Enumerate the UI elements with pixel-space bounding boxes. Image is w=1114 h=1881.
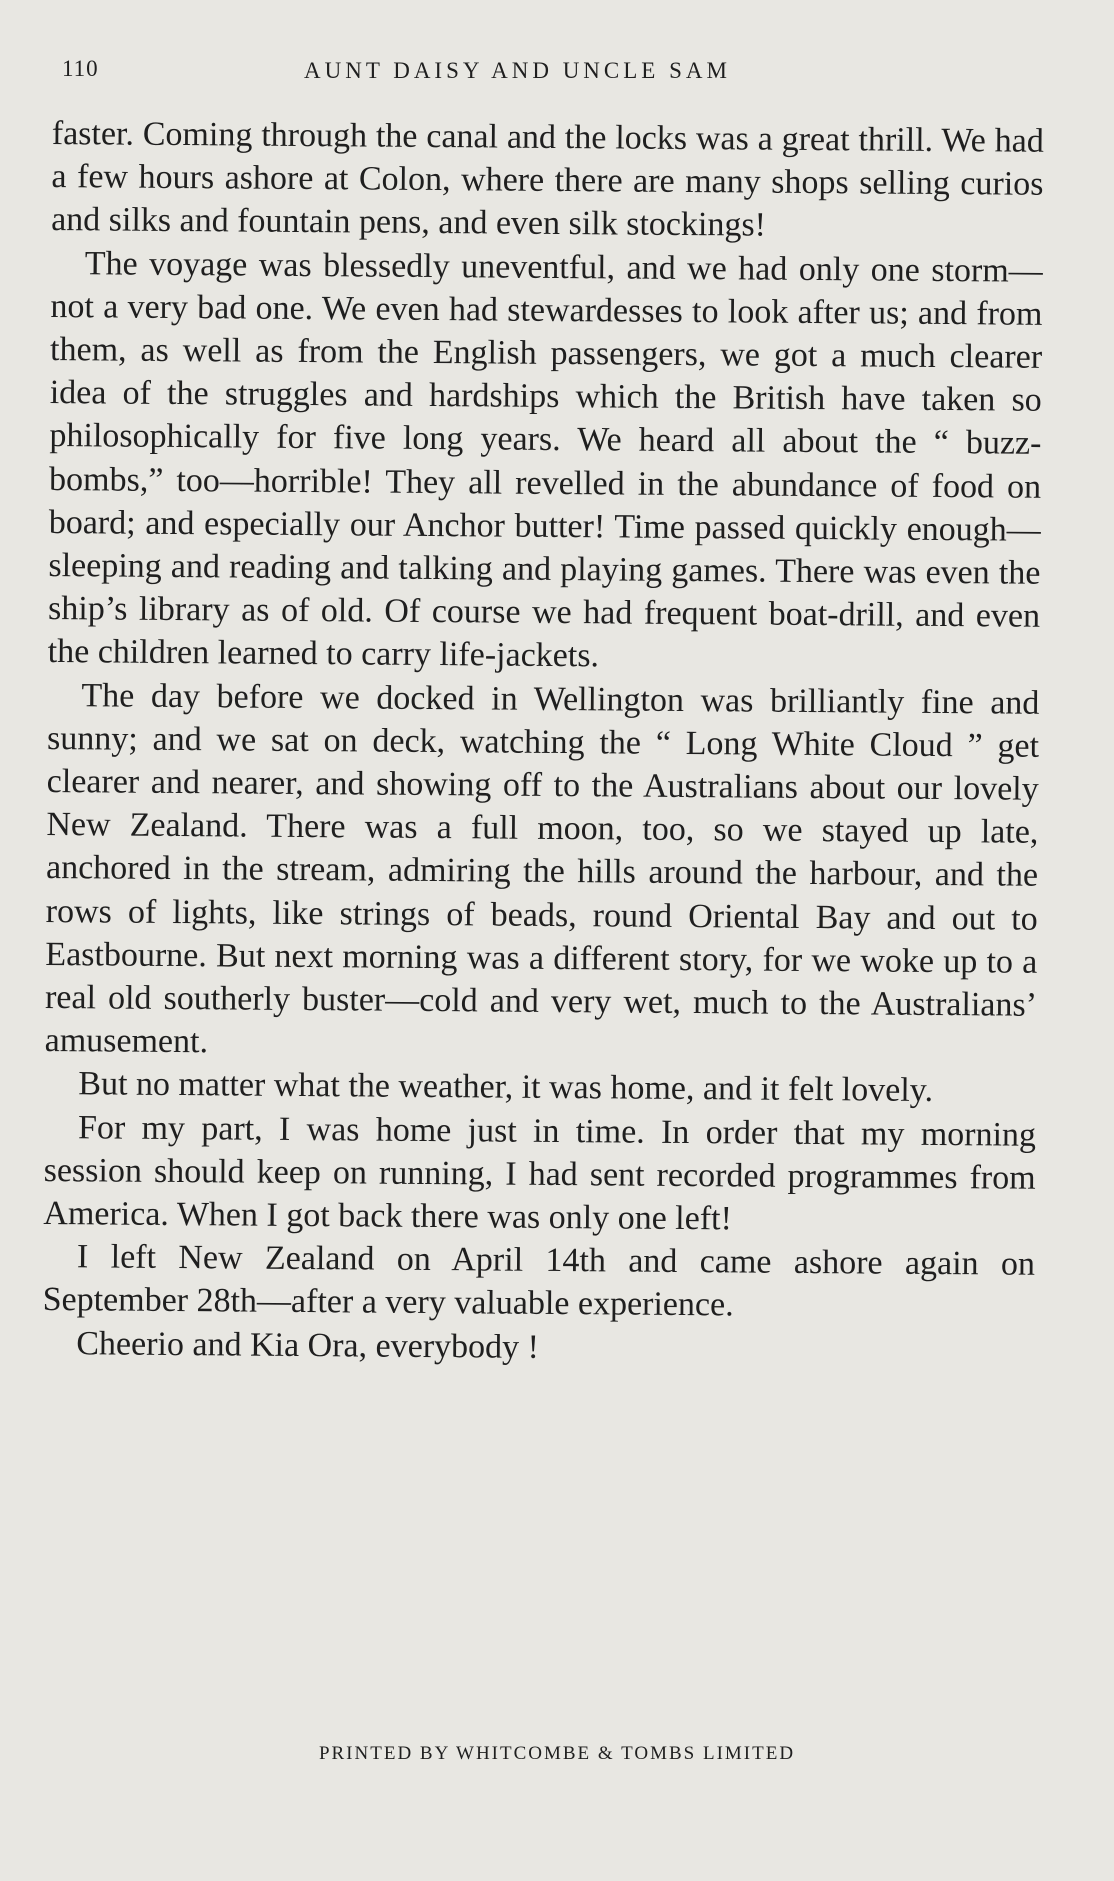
paragraph-timing: For my part, I was home just in time. In order that my morning session should keep on running, I had sent recorded programmes from America. When I got back there was only one left! [43,1108,1037,1238]
paragraph-dates: I left New Zealand on April 14th and came ashore again on September 28th—after a very valuable experience. [42,1238,1036,1324]
book-title: AUNT DAISY AND UNCLE SAM [304,58,731,83]
body-text [42,112,1044,1373]
page-number: 110 [62,56,99,81]
paragraph-home: But no matter what the weather, it was home, and it felt lovely. [78,1065,934,1110]
paragraph-voyage: The voyage was blessedly uneventful, and we had only one storm—not a very bad one. We even had stewardesses to look after us; and from them, as well as from the English passengers, we got a much clearer idea of the struggles and hardships which the British have taken so philosophically for five long years. We heard all about the “ buzz-bombs,” too—horrible! They all revelled in the abundance of food on board; and especially our Anchor butter! Time passed quickly enough—sleeping and reading and talking and playing games. There was even the ship’s library as of old. Of course we had frequent boat-drill, and even the children learned to carry life-jackets. [47,244,1043,675]
paragraph-continuation: faster. Coming through the canal and the locks was a great thrill. We had a few hours ashore at Colon, where there are many shops selling curios and silks and fountain pens, and even silk stockings! [51,114,1044,245]
running-head [62,52,1062,92]
paragraph-wellington: The day before we docked in Wellington was brilliantly fine and sunny; and we sat on deck, watching the “ Long White Cloud ” get clearer and nearer, and showing off to the Australians about our lovely New Zealand. There was a full moon, too, so we stayed up late, anchored in the stream, admiring the hills around the harbour, and the rows of lights, like strings of beads, round Oriental Bay and out to Eastbourne. But next morning was a different story, for we woke up to a real old southerly buster—cold and very wet, much to the Australians’ amusement. [44,676,1040,1061]
printer-colophon: PRINTED BY WHITCOMBE & TOMBS LIMITED [318,1743,796,1764]
paragraph-farewell: Cheerio and Kia Ora, everybody ! [76,1324,540,1366]
